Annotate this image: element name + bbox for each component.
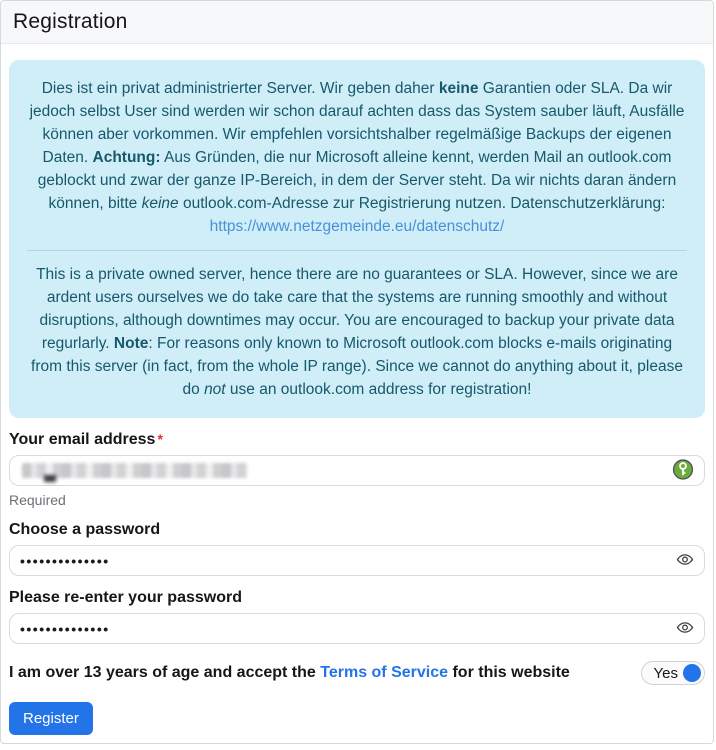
password-confirm-input-wrap: [9, 613, 705, 644]
show-password-button[interactable]: [674, 548, 696, 573]
password-field-group: [9, 521, 705, 576]
page-title: Registration: [13, 10, 128, 33]
email-input[interactable]: [9, 455, 705, 486]
email-field-group: [9, 431, 705, 508]
server-notice-alert: [9, 60, 705, 418]
notice-english-paragraph: This is a private owned server, hence there are no guarantees or SLA. However, since we are ardent users ourselves we do take care that the systems are running smoothly and without disruptions, although downtimes may occur. You are encouraged to backup your private data regurlarly. Note: For reasons only known to Microsoft outlook.com blocks e-mails originating from this server (in fact, from the whole IP range). Since we cannot do anything about it, please do not use an outlook.com address for registration!: [31, 266, 683, 398]
terms-accept-toggle[interactable]: [641, 661, 705, 685]
password-confirm-label: Please re-enter your password: [9, 589, 242, 606]
password-input[interactable]: [10, 546, 704, 575]
card-body: [1, 60, 713, 735]
terms-row: [9, 661, 705, 685]
keepassxc-key-icon: [672, 458, 694, 483]
password-confirm-field-group: [9, 589, 705, 644]
keepassxc-extension-button[interactable]: [670, 456, 696, 485]
show-password-confirm-button[interactable]: [674, 616, 696, 641]
toggle-yes-label: Yes: [653, 664, 678, 682]
password-input-wrap: [9, 545, 705, 576]
notice-german-paragraph: Dies ist ein privat administrierter Server. Wir geben daher keine Garantien oder SLA. Da wir jedoch selbst User sind werden wir schon darauf achten dass das System sauber läuft, Ausfälle können aber vorkommen. Wir empfehlen vorsichtshalber regelmäßige Backups der eigenen Daten. Achtung: Aus Gründen, die nur Microsoft alleine kennt, werden Mail an outlook.com geblockt und zwar der ganze IP-Bereich, in dem der Server steht. Da wir nichts daran ändern können, bitte keine outlook.com-Adresse zur Registrierung nutzen. Datenschutzerklärung: https://www.netzgemeinde.eu/datenschutz/: [29, 80, 685, 235]
email-required-note: Required: [9, 492, 66, 508]
password-label: Choose a password: [9, 521, 161, 538]
eye-icon: [676, 618, 694, 639]
card-header: [1, 1, 713, 44]
redacted-email-value: [22, 463, 248, 478]
notice-divider: [27, 250, 687, 251]
register-button[interactable]: Register: [9, 702, 93, 735]
password-confirm-input[interactable]: [10, 614, 704, 643]
email-label: Your email address: [9, 431, 156, 448]
datenschutz-link[interactable]: https://www.netzgemeinde.eu/datenschutz/: [209, 218, 505, 235]
eye-icon: [676, 550, 694, 571]
terms-of-service-link[interactable]: Terms of Service: [320, 664, 449, 681]
required-asterisk: *: [157, 431, 163, 447]
terms-statement: I am over 13 years of age and accept the Terms of Service for this website: [9, 664, 570, 681]
toggle-knob: [683, 664, 701, 682]
